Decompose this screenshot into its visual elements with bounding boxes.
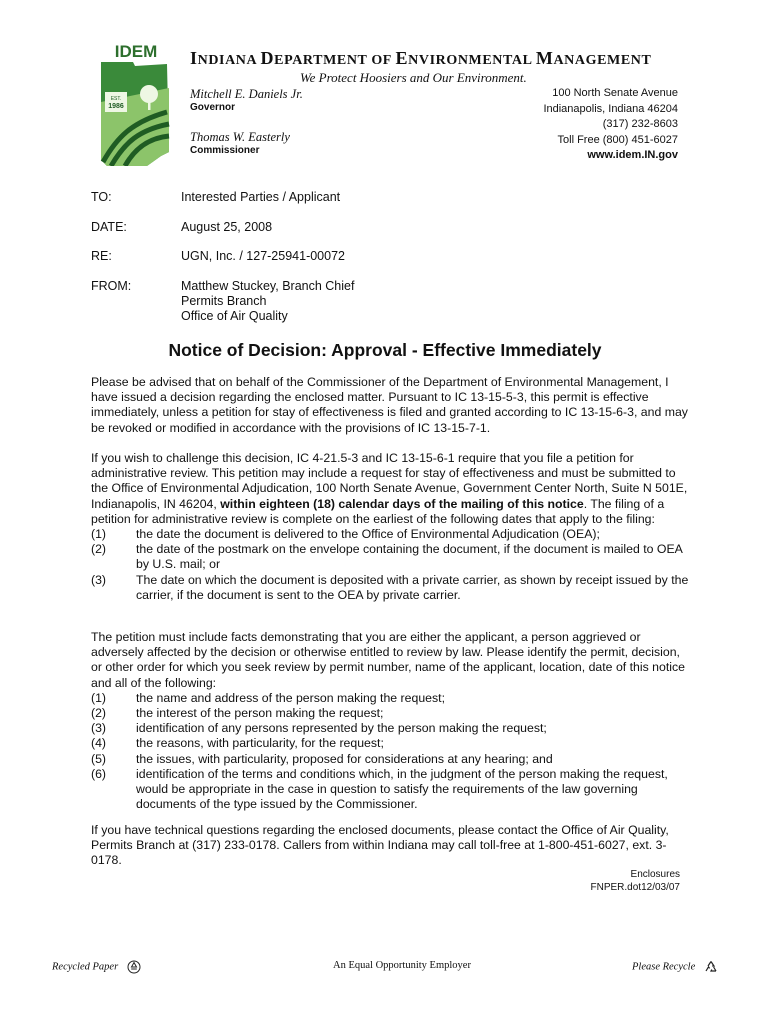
list-item: (4) the reasons, with particularity, for the request; — [91, 736, 384, 751]
governor-title: Governor — [190, 102, 236, 113]
recycle-icon — [704, 960, 718, 974]
paragraph-challenge: If you wish to challenge this decision, IC 4-21.5-3 and IC 13-15-6-1 require that you file a petition for administrative review. This petition may include a request for stay of effectiveness and must be submitted to the Office of Environmental Adjudication, 100 North Senate Avenue, Government Center North, Suite N 501E, Indianapolis, IN 46204, within eighteen (18) calendar days of the mailing of this notice. The filing of a petition for administrative review is complete on the earliest of the following dates that apply to the filing: (1) the date the document is delivered to the Office of Environmental Adjudication (OEA); (2) the date of the postmark on the envelope containing the document, if the document is mailed to OEA by U.S. mail; or (3) The date on which the document is deposited with a private carrier, as shown by receipt issued by the carrier, if the document is sent to the OEA by private carrier. — [91, 451, 689, 602]
to-value: Interested Parties / Applicant — [181, 190, 341, 204]
paragraph-contact: If you have technical questions regarding the enclosed documents, please contact the Office of Air Quality, Permits Branch at (317) 233-0178. Callers from within Indiana may call toll-free at 1-800-451-6027, ext. 3-0178. — [91, 823, 669, 868]
logo-year-text: 1986 — [108, 103, 124, 110]
list-item: (2) the interest of the person making the request; — [91, 706, 384, 721]
from-label: FROM: — [91, 279, 132, 293]
logo-est-text: EST. — [110, 96, 122, 102]
filing-dates-list — [91, 527, 689, 603]
commissioner-title: Commissioner — [190, 145, 260, 156]
list-item: (6) identification of the terms and conditions which, in the judgment of the person making the request, would be appropriate in the case in question to satisfy the requirements of the law governing documents of the type issued by the Commissioner. — [91, 766, 668, 812]
from-value — [181, 279, 354, 324]
governor-name: Mitchell E. Daniels Jr. — [190, 87, 303, 101]
paragraph-effective: Please be advised that on behalf of the Commissioner of the Department of Environmental Management, I have issued a decision regarding the enclosed matter. Pursuant to IC 13-15-5-3, this permit is effective immediately, unless a petition for stay of effectiveness is filed and granted according to IC 13-15-6-3, and may be revoked or modified in accordance with the provisions of IC 13-15-7-1. — [91, 375, 688, 435]
agency-name: INDIANA DEPARTMENT OF ENVIRONMENTAL MANAGEMENT — [190, 48, 652, 68]
address-line: Toll Free (800) 451-6027 — [557, 133, 678, 146]
list-item: (3) The date on which the document is deposited with a private carrier, as shown by receipt issued by the carrier, if the document is sent to the OEA by private carrier. — [91, 572, 689, 602]
to-label: TO: — [91, 190, 112, 204]
enclosures-block — [591, 868, 681, 894]
list-item: (2) the date of the postmark on the envelope containing the document, if the document is mailed to OEA by U.S. mail; or — [91, 542, 683, 572]
list-item: (3) identification of any persons represented by the person making the request; — [91, 721, 547, 736]
footer-equal-opportunity: An Equal Opportunity Employer — [333, 960, 471, 971]
commissioner-name: Thomas W. Easterly — [190, 130, 290, 144]
footer-recycled-paper: Recycled Paper — [52, 960, 141, 974]
date-label: DATE: — [91, 220, 127, 234]
footer-please-recycle: Please Recycle — [632, 960, 718, 974]
recycled-paper-icon — [127, 960, 141, 974]
list-item: (5) the issues, with particularity, proposed for considerations at any hearing; and — [91, 751, 553, 766]
from-line: Matthew Stuckey, Branch Chief — [181, 279, 355, 293]
enclosures-label: Enclosures — [630, 869, 680, 880]
from-line: Permits Branch — [181, 294, 267, 308]
list-item: (1) the date the document is delivered to the Office of Environmental Adjudication (OEA); — [91, 527, 600, 542]
notice-title: Notice of Decision: Approval - Effective Immediately — [168, 340, 602, 360]
logo-idem-text: IDEM — [114, 42, 158, 61]
agency-address — [543, 86, 678, 164]
address-line: Indianapolis, Indiana 46204 — [543, 102, 678, 115]
petition-requirements-list — [91, 691, 689, 813]
paragraph-petition: The petition must include facts demonstrating that you are either the applicant, a person aggrieved or adversely affected by the decision or otherwise entitled to review by law. Please identify the permit, decision, or other order for which you seek review by permit number, name of the applicant, location, date of this notice and all of the following: (1) the name and address of the person making the request; (2) the interest of the person making the request; (3) identification of any persons represented by the person making the request; (4) the reasons, with particularity, for the request; (5) the issues, with particularity, proposed for considerations at any hearing; and (6) identification of the terms and conditions which, in the judgment of the person making the request, would be appropriate in the case in question to satisfy the requirements of the law governing documents of the type issued by the Commissioner. — [91, 630, 689, 812]
re-label: RE: — [91, 249, 112, 263]
address-line: (317) 232-8603 — [602, 118, 678, 130]
from-line: Office of Air Quality — [181, 309, 288, 323]
list-item: (1) the name and address of the person making the request; — [91, 690, 445, 705]
agency-motto: We Protect Hoosiers and Our Environment. — [300, 70, 527, 85]
agency-website[interactable]: www.idem.IN.gov — [587, 149, 678, 161]
re-value: UGN, Inc. / 127-25941-00072 — [181, 249, 345, 263]
date-value: August 25, 2008 — [181, 220, 273, 234]
form-code: FNPER.dot12/03/07 — [590, 882, 680, 893]
deadline-text: within eighteen (18) calendar days of the mailing of this notice — [220, 496, 584, 511]
idem-logo — [97, 42, 175, 166]
address-line: 100 North Senate Avenue — [552, 87, 678, 99]
